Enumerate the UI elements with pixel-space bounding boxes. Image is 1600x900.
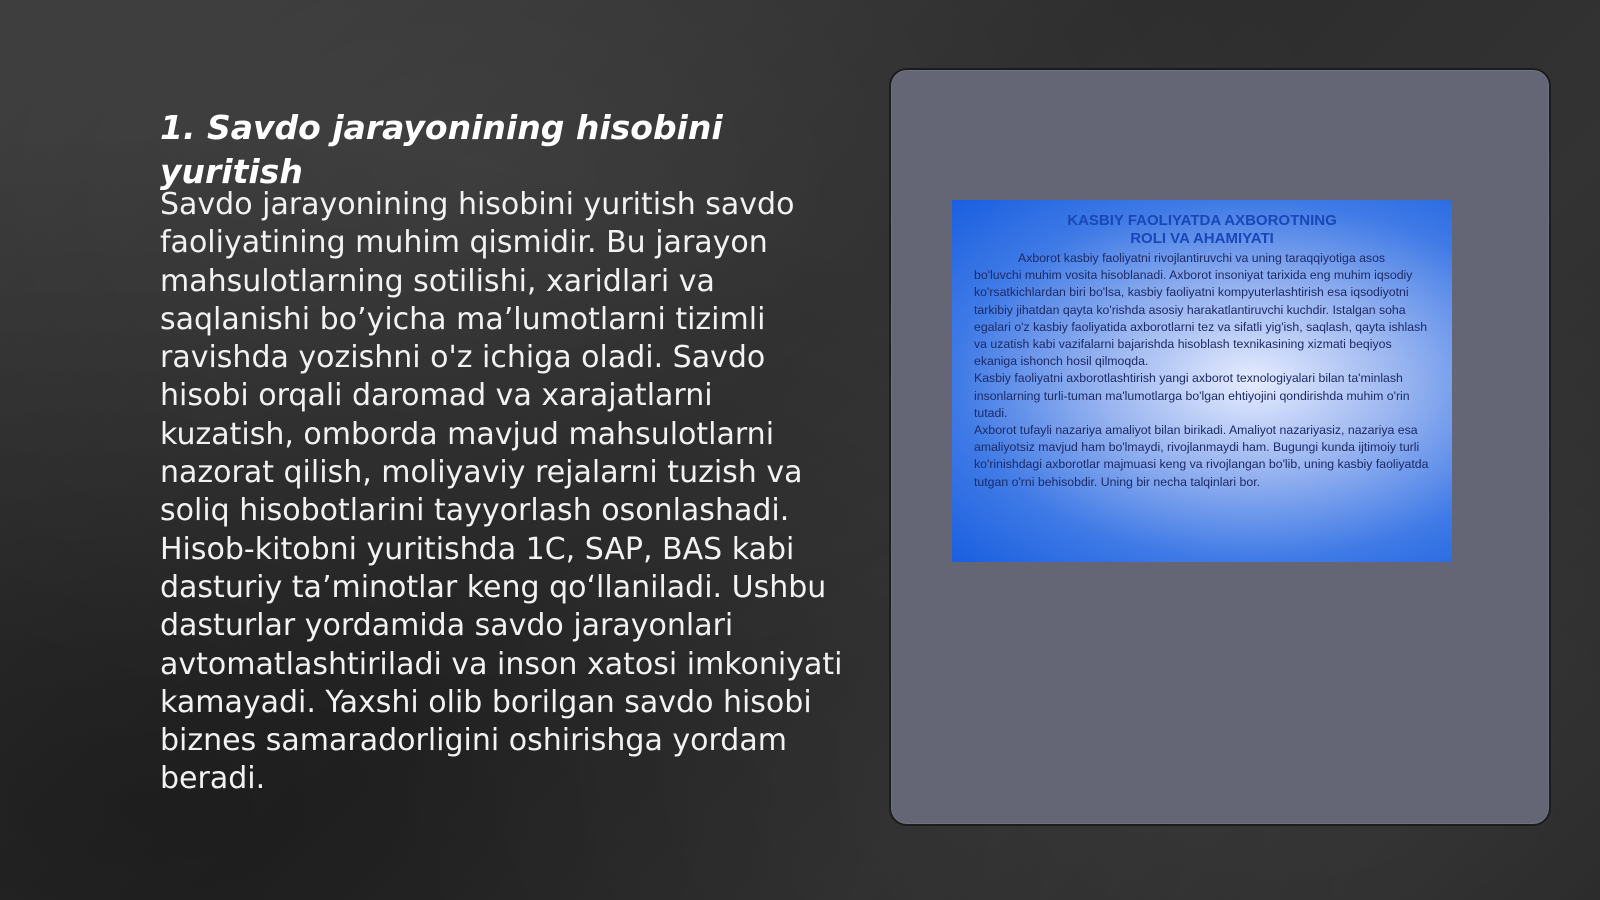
- document-heading-line-2: ROLI VA AHAMIYATI: [1130, 230, 1274, 247]
- document-paragraph-1: Axborot kasbiy faoliyatni rivojlantiruvchi va uning taraqqiyotiga asos bo'luvchi muhim vosita hisoblanadi. Axborot insoniyat tarixida eng muhim iqsodiy ko'rsatkichlardan biri bo'lsa, kasbiy faoliyatni kompyuterlashtirish esa iqsodiyotni tarkibiy jihatdan qayta ko'rishda asosiy harakatlantiruvchi kuchdir. Istalgan soha egalari o'z kasbiy faoliyatida axborotlarni tez va sifatli yig'ish, saqlash, qayta ishlash va uzatish kabi vazifalarni bajarishda hisoblash texnikasining xizmati beqiyos ekaniga ishonch hosil qilmoqda.: [974, 251, 1428, 369]
- image-panel: [889, 68, 1551, 826]
- document-paragraph-3: Axborot tufayli nazariya amaliyot bilan birikadi. Amaliyot nazariyasiz, nazariya esa amaliyotsiz mavjud ham bo'lmaydi, rivojlanmaydi ham. Bugungi kunda ijtimoiy turli ko'rinishdagi axborotlar majmuasi keng va rivojlangan bo'lib, uning kasbiy faoliyatda tutgan o'rni behisobdir. Uning bir necha talqinlari bor.: [974, 423, 1429, 489]
- document-heading-line-1: KASBIY FAOLIYATDA AXBOROTNING: [1067, 212, 1337, 229]
- document-paragraph-2: Kasbiy faoliyatni axborotlashtirish yangi axborot texnologiyalari bilan ta'minlash insonlarning turli-tuman ma'lumotlarga bo'lgan ehtiyojini qondirishda muhim o'rin tutadi.: [974, 371, 1410, 420]
- slide-title: 1. Savdo jarayonining hisobini yuritish: [160, 108, 723, 191]
- document-image: [952, 200, 1452, 562]
- document-image-heading: [974, 212, 1430, 248]
- slide-body-text: Savdo jarayonining hisobini yuritish savdo faoliyatining muhim qismidir. Bu jarayon mahsulotlarning sotilishi, xaridlari va saqlanishi bo’yicha ma’lumotlarni tizimli ravishda yozishni o'z ichiga oladi. Savdo hisobi orqali daromad va xarajatlarni kuzatish, omborda mavjud mahsulotlarni nazorat qilish, moliyaviy rejalarni tuzish va soliq hisobotlarini tayyorlash osonlashadi. Hisob-kitobni yuritishda 1C, SAP, BAS kabi dasturiy ta’minotlar keng qo‘llaniladi. Ushbu dasturlar yordamida savdo jarayonlari avtomatlashtiriladi va inson xatosi imkoniyati kamayadi. Yaxshi olib borilgan savdo hisobi biznes samaradorligini oshirishga yordam beradi.: [160, 187, 843, 797]
